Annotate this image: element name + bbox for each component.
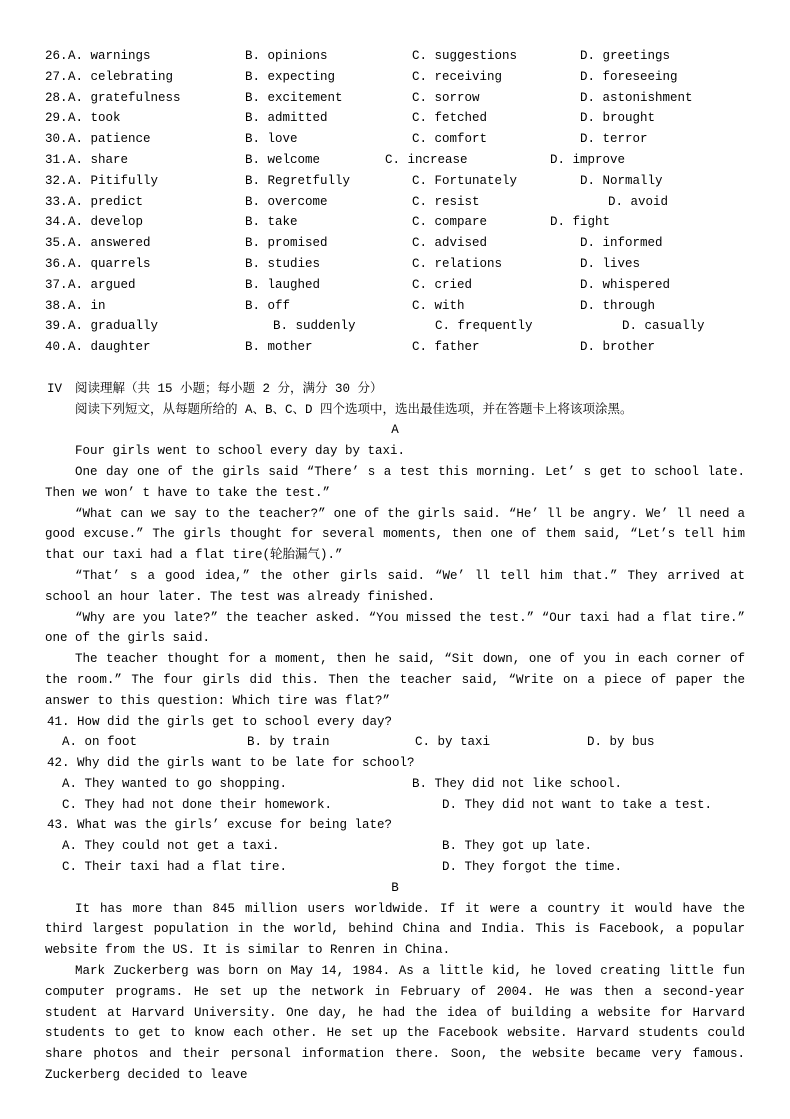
options-row-39 (45, 316, 745, 337)
options-row-37 (45, 275, 745, 296)
options-row-32 (45, 171, 745, 192)
question-options-row (45, 836, 745, 857)
question-number: 37. (45, 277, 68, 292)
passage-a-paragraph: “What can we say to the teacher?” one of the girls said. “He’ ll be angry. We’ ll need a good excuse.” The girls thought for several moments, then one of them said, “Let’s tell him that our taxi had a flat tire(轮胎漏气).” (45, 506, 745, 563)
options-row-35 (45, 233, 745, 254)
question-option-d: D. They forgot the time. (442, 860, 623, 875)
section-numeral: IV (47, 381, 63, 396)
option-a: A. develop (68, 215, 144, 230)
option-b: B. love (245, 132, 298, 147)
options-row-34 (45, 212, 745, 233)
question-number: 38. (45, 298, 68, 313)
option-b: B. take (245, 215, 298, 230)
option-b: B. Regretfully (245, 173, 351, 188)
option-a: A. quarrels (68, 256, 151, 271)
question-number: 30. (45, 132, 68, 147)
option-b: B. welcome (245, 152, 321, 167)
option-c: C. relations (412, 256, 503, 271)
question-option-b: B. They got up late. (442, 839, 593, 854)
question-number: 36. (45, 256, 68, 271)
options-row-33 (45, 192, 745, 213)
option-c: C. comfort (412, 132, 488, 147)
question-42 (45, 753, 745, 815)
option-b: B. opinions (245, 49, 328, 63)
question-number: 39. (45, 319, 68, 334)
option-c: C. Fortunately (412, 173, 518, 188)
option-b: B. promised (245, 236, 328, 251)
option-b: B. mother (245, 340, 313, 355)
option-c: C. sorrow (412, 90, 480, 105)
option-c: C. cried (412, 277, 473, 292)
option-b: B. laughed (245, 277, 321, 292)
option-d: D. brought (580, 111, 656, 126)
option-a: A. patience (68, 132, 151, 147)
question-option-a: A. They wanted to go shopping. (62, 776, 288, 791)
question-option-b: B. They did not like school. (412, 776, 623, 791)
passage-a-paragraph: “That’ s a good idea,” the other girls said. “We’ ll tell him that.” They arrived at school an hour later. The test was already finished. (45, 568, 745, 604)
option-a: A. daughter (68, 340, 151, 355)
option-c: C. suggestions (412, 49, 518, 63)
question-number: 40. (45, 340, 68, 355)
option-d: D. foreseeing (580, 69, 678, 84)
passage-b-marker: B (391, 880, 399, 895)
option-c: C. increase (385, 152, 468, 167)
passage-a-paragraph: “Why are you late?” the teacher asked. “You missed the test.” “Our taxi had a flat tire.” one of the girls said. (45, 610, 745, 646)
option-a: A. in (68, 298, 106, 313)
option-a: A. took (68, 111, 121, 126)
option-c: C. father (412, 340, 480, 355)
option-c: C. frequently (435, 319, 533, 334)
question-options-row (45, 857, 745, 878)
question-stem: 42. Why did the girls want to be late for school? (47, 756, 415, 771)
option-a: A. answered (68, 236, 151, 251)
question-option-d: D. They did not want to take a test. (442, 797, 713, 812)
option-b: B. studies (245, 256, 321, 271)
question-option-a: A. They could not get a taxi. (62, 839, 280, 854)
options-row-28 (45, 88, 745, 109)
question-number: 34. (45, 215, 68, 230)
question-stem: 43. What was the girls’ excuse for being late? (47, 818, 393, 833)
question-option-c: C. They had not done their homework. (62, 797, 333, 812)
option-b: B. overcome (245, 194, 328, 209)
option-c: C. receiving (412, 69, 503, 84)
option-c: C. advised (412, 236, 488, 251)
option-a: A. warnings (68, 49, 151, 63)
question-number: 33. (45, 194, 68, 209)
passage-a-paragraph: Four girls went to school every day by taxi. (75, 444, 406, 459)
options-row-36 (45, 254, 745, 275)
options-row-30 (45, 129, 745, 150)
passage-a-marker: A (391, 423, 399, 438)
option-b: B. off (245, 298, 291, 313)
option-d: D. avoid (608, 194, 669, 209)
option-a: A. gradually (68, 319, 159, 334)
spacer (45, 358, 745, 379)
option-d: D. brother (580, 340, 656, 355)
option-d: D. terror (580, 132, 648, 147)
question-number: 31. (45, 152, 68, 167)
option-d: D. through (580, 298, 656, 313)
option-c: C. with (412, 298, 465, 313)
options-row-31 (45, 150, 745, 171)
question-options-row (45, 795, 745, 816)
option-b: B. excitement (245, 90, 343, 105)
option-a: A. gratefulness (68, 90, 181, 105)
option-d: D. whispered (580, 277, 671, 292)
question-number: 28. (45, 90, 68, 105)
section-heading (45, 379, 745, 400)
options-row-38 (45, 296, 745, 317)
question-number: 29. (45, 111, 68, 126)
question-number: 35. (45, 236, 68, 251)
option-c: C. resist (412, 194, 480, 209)
option-c: C. fetched (412, 111, 488, 126)
passage-a-paragraph: One day one of the girls said “There’ s a test this morning. Let’ s get to school late. Then we won’ t have to take the test.” (45, 464, 745, 500)
question-option-a: A. on foot (62, 735, 138, 750)
option-a: A. predict (68, 194, 144, 209)
option-d: D. astonishment (580, 90, 693, 105)
question-option-d: D. by bus (587, 735, 655, 750)
passage-a-paragraph: The teacher thought for a moment, then he said, “Sit down, one of you in each corner of the room.” The four girls did this. Then the teacher said, “Write on a piece of paper the answer to this question: Which tire was flat?” (45, 652, 745, 708)
section-title: 阅读理解（共 15 小题；每小题 2 分，满分 30 分） (75, 381, 383, 396)
question-options-row (45, 732, 745, 753)
option-d: D. casually (622, 319, 705, 334)
passage-b-paragraph: Mark Zuckerberg was born on May 14, 1984. As a little kid, he loved creating little fun computer programs. He set up the network in February of 2004. He was then a second-year student at Harvard University. One day, he had the idea of building a website for Harvard students to get to know each other. He set up the Facebook website. Harvard students could share photos and their personal information there. Soon, the website became very famous. Zuckerberg decided to leave (45, 964, 745, 1083)
question-option-c: C. by taxi (415, 735, 491, 750)
option-b: B. admitted (245, 111, 328, 126)
option-d: D. greetings (580, 49, 671, 63)
option-a: A. argued (68, 277, 136, 292)
option-b: B. suddenly (273, 319, 356, 334)
cloze-options-block (45, 46, 745, 358)
option-a: A. Pitifully (68, 173, 159, 188)
options-row-26 (45, 46, 745, 67)
question-options-row (45, 774, 745, 795)
option-b: B. expecting (245, 69, 336, 84)
option-d: D. lives (580, 256, 641, 271)
question-stem: 41. How did the girls get to school every day? (47, 714, 393, 729)
option-c: C. compare (412, 215, 488, 230)
option-d: D. improve (550, 152, 626, 167)
option-d: D. fight (550, 215, 611, 230)
option-a: A. share (68, 152, 129, 167)
passage-b-paragraph: It has more than 845 million users worldwide. If it were a country it would have the third largest population in the world, behind China and India. This is Facebook, a popular website from the US. It is similar to Renren in China. (45, 901, 745, 958)
options-row-29 (45, 108, 745, 129)
question-number: 32. (45, 173, 68, 188)
option-d: D. Normally (580, 173, 663, 188)
option-d: D. informed (580, 236, 663, 251)
question-43 (45, 815, 745, 877)
question-option-c: C. Their taxi had a flat tire. (62, 860, 288, 875)
options-row-27 (45, 67, 745, 88)
section-instruction: 阅读下列短文，从每题所给的 A、B、C、D 四个选项中，选出最佳选项，并在答题卡上将该项涂黑。 (75, 402, 633, 417)
question-number: 27. (45, 69, 68, 84)
option-a: A. celebrating (68, 69, 174, 84)
options-row-40 (45, 337, 745, 358)
question-option-b: B. by train (247, 735, 330, 750)
question-number: 26. (45, 49, 68, 63)
question-41 (45, 712, 745, 754)
